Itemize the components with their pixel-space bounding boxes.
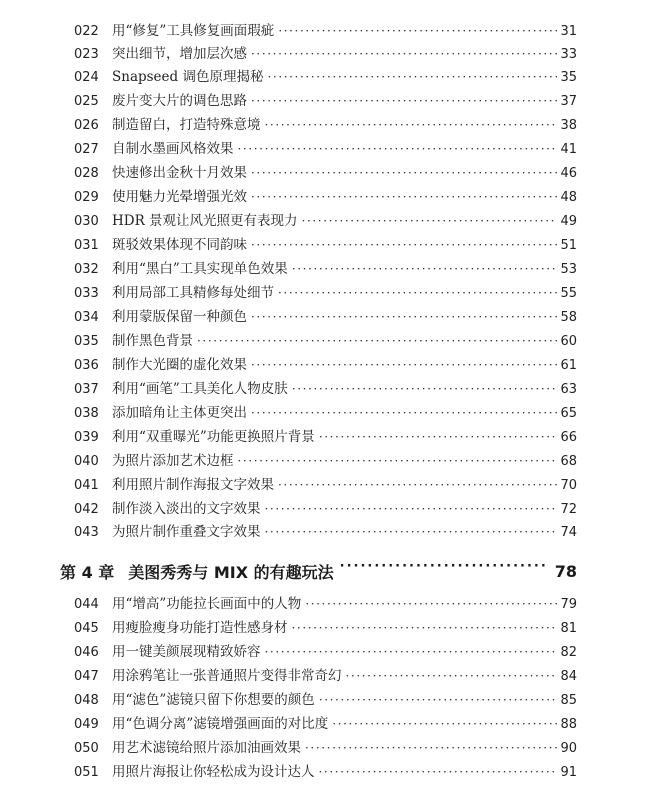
entry-title: 用照片海报让你轻松成为设计达人 [112,764,315,780]
entry-page: 90 [560,741,577,756]
toc-entry[interactable] [74,761,577,784]
dot-leader [265,641,558,664]
entry-title: 使用魅力光晕增强光效 [112,189,247,205]
entry-number: 025 [74,94,99,109]
toc-entry[interactable] [74,138,577,161]
entry-number: 022 [74,24,99,39]
entry-number: 040 [74,454,99,469]
dot-leader [340,556,549,586]
entry-title: 用艺术滤镜给照片添加油画效果 [112,740,301,756]
entry-number: 035 [74,334,99,349]
dot-leader [238,450,558,473]
entry-number: 028 [74,166,99,181]
entry-number: 032 [74,262,99,277]
entry-title: 用瘦脸瘦身功能打造性感身材 [112,620,288,636]
dot-leader [278,474,557,497]
entry-page: 46 [560,166,577,181]
entry-title: 斑驳效果体现不同韵味 [112,237,247,253]
entry-title: 用“增高”功能拉长画面中的人物 [112,596,302,612]
dot-leader [319,689,558,712]
dot-leader [251,234,557,257]
entry-title: 用涂鸦笔让一张普通照片变得非常奇幻 [112,668,342,684]
entry-title: 制作大光圈的虚化效果 [112,357,247,373]
toc-entry[interactable] [74,402,577,425]
entry-page: 91 [560,765,577,780]
dot-leader [265,521,558,544]
entry-title: 为照片制作重叠文字效果 [112,524,261,540]
toc-entry[interactable] [74,234,577,257]
entry-number: 024 [74,70,99,85]
toc-entry[interactable] [74,665,577,688]
entry-title: 用“色调分离”滤镜增强画面的对比度 [112,716,329,732]
toc-entry[interactable] [74,689,577,712]
entry-page: 84 [560,669,577,684]
dot-leader [319,761,558,784]
entry-number: 031 [74,238,99,253]
toc-entry[interactable] [74,354,577,377]
entry-title: 制造留白，打造特殊意境 [112,117,261,133]
entry-page: 82 [560,645,577,660]
dot-leader [292,258,558,281]
chapter-title: 美图秀秀与 MIX 的有趣玩法 [128,562,334,582]
entry-number: 050 [74,741,99,756]
dot-leader [197,330,557,353]
entry-title: 制作黑色背景 [112,333,193,349]
dot-leader [265,498,558,521]
entry-page: 49 [560,214,577,229]
entry-number: 042 [74,502,99,517]
entry-number: 023 [74,47,99,62]
entry-page: 58 [560,310,577,325]
entry-number: 029 [74,190,99,205]
entry-page: 79 [560,597,577,612]
entry-number: 049 [74,717,99,732]
entry-number: 043 [74,525,99,540]
entry-page: 35 [560,70,577,85]
entry-number: 046 [74,645,99,660]
entry-title: 为照片添加艺术边框 [112,453,234,469]
entry-title: 突出细节，增加层次感 [112,46,247,62]
entry-number: 027 [74,142,99,157]
dot-leader [238,138,558,161]
entry-page: 68 [560,454,577,469]
dot-leader [265,114,558,137]
dot-leader [305,593,557,616]
dot-leader [267,66,557,89]
entry-title: 利用“画笔”工具美化人物皮肤 [112,381,288,397]
dot-leader [251,186,557,209]
toc-entry[interactable] [74,378,577,401]
entry-title: 利用“黑白”工具实现单色效果 [112,261,288,277]
entry-title: 用“修复”工具修复画面瑕疵 [112,23,275,39]
entry-title: 废片变大片的调色思路 [112,93,247,109]
chapter-page: 78 [554,561,577,581]
entry-page: 72 [560,502,577,517]
entry-title: 快速修出金秋十月效果 [112,165,247,181]
chapter-label: 第 4 章 [60,562,115,582]
toc-entry[interactable] [74,20,577,43]
entry-title: 利用蒙版保留一种颜色 [112,309,247,325]
entry-page: 74 [560,525,577,540]
entry-page: 33 [560,47,577,62]
entry-number: 037 [74,382,99,397]
entry-page: 65 [560,406,577,421]
toc-entry[interactable] [74,330,577,353]
entry-page: 70 [560,478,577,493]
toc-entry[interactable] [74,713,577,736]
entry-number: 047 [74,669,99,684]
entry-number: 044 [74,597,99,612]
toc-entry[interactable] [74,282,577,305]
toc-entry[interactable] [74,450,577,473]
entry-title: 利用局部工具精修每处细节 [112,285,274,301]
toc-entry[interactable] [74,498,577,521]
entry-title: HDR 景观让风光照更有表现力 [112,213,298,229]
entry-title: 自制水墨画风格效果 [112,141,234,157]
dot-leader [251,402,557,425]
dot-leader [251,43,557,66]
dot-leader [292,378,558,401]
entry-page: 55 [560,286,577,301]
entry-page: 60 [560,334,577,349]
entry-title: 添加暗角让主体更突出 [112,405,247,421]
entry-page: 81 [560,621,577,636]
entry-page: 53 [560,262,577,277]
toc-entry[interactable] [74,617,577,640]
entry-title: 利用“双重曝光”功能更换照片背景 [112,429,315,445]
entry-number: 045 [74,621,99,636]
dot-leader [305,737,557,760]
dot-leader [319,426,558,449]
entry-page: 38 [560,118,577,133]
toc-entry[interactable] [74,306,577,329]
entry-number: 051 [74,765,99,780]
entry-number: 036 [74,358,99,373]
entry-page: 51 [560,238,577,253]
entry-page: 41 [560,142,577,157]
entry-page: 31 [560,24,577,39]
entry-page: 85 [560,693,577,708]
dot-leader [278,282,557,305]
entry-number: 041 [74,478,99,493]
entry-title: 利用照片制作海报文字效果 [112,477,274,493]
toc-entry[interactable] [74,521,577,544]
toc-entry[interactable] [74,258,577,281]
toc-entry[interactable] [74,210,577,233]
entry-title: 制作淡入淡出的文字效果 [112,501,261,517]
dot-leader [292,617,558,640]
dot-leader [251,90,557,113]
toc-entry[interactable] [74,66,577,89]
dot-leader [302,210,558,233]
toc-entry[interactable] [74,43,577,66]
entry-number: 038 [74,406,99,421]
dot-leader [332,713,557,736]
entry-title: Snapseed 调色原理揭秘 [112,69,264,85]
toc-entry[interactable] [74,162,577,185]
toc-entry[interactable] [74,737,577,760]
dot-leader [251,354,557,377]
dot-leader [278,20,557,43]
entry-page: 88 [560,717,577,732]
dot-leader [346,665,558,688]
entry-title: 用一键美颜展现精致娇容 [112,644,261,660]
entry-page: 63 [560,382,577,397]
toc-entry[interactable] [74,641,577,664]
toc-entry[interactable] [74,593,577,616]
dot-leader [251,306,557,329]
toc-entry[interactable] [74,474,577,497]
entry-page: 61 [560,358,577,373]
entry-page: 66 [560,430,577,445]
toc-entry[interactable] [74,114,577,137]
toc-entry[interactable] [74,186,577,209]
entry-title: 用“滤色”滤镜只留下你想要的颜色 [112,692,315,708]
entry-number: 034 [74,310,99,325]
chapter-heading[interactable] [60,556,577,586]
entry-page: 48 [560,190,577,205]
entry-number: 026 [74,118,99,133]
entry-page: 37 [560,94,577,109]
entry-number: 033 [74,286,99,301]
toc-entry[interactable] [74,90,577,113]
entry-number: 039 [74,430,99,445]
dot-leader [251,162,557,185]
entry-number: 030 [74,214,99,229]
entry-number: 048 [74,693,99,708]
toc-entry[interactable] [74,426,577,449]
